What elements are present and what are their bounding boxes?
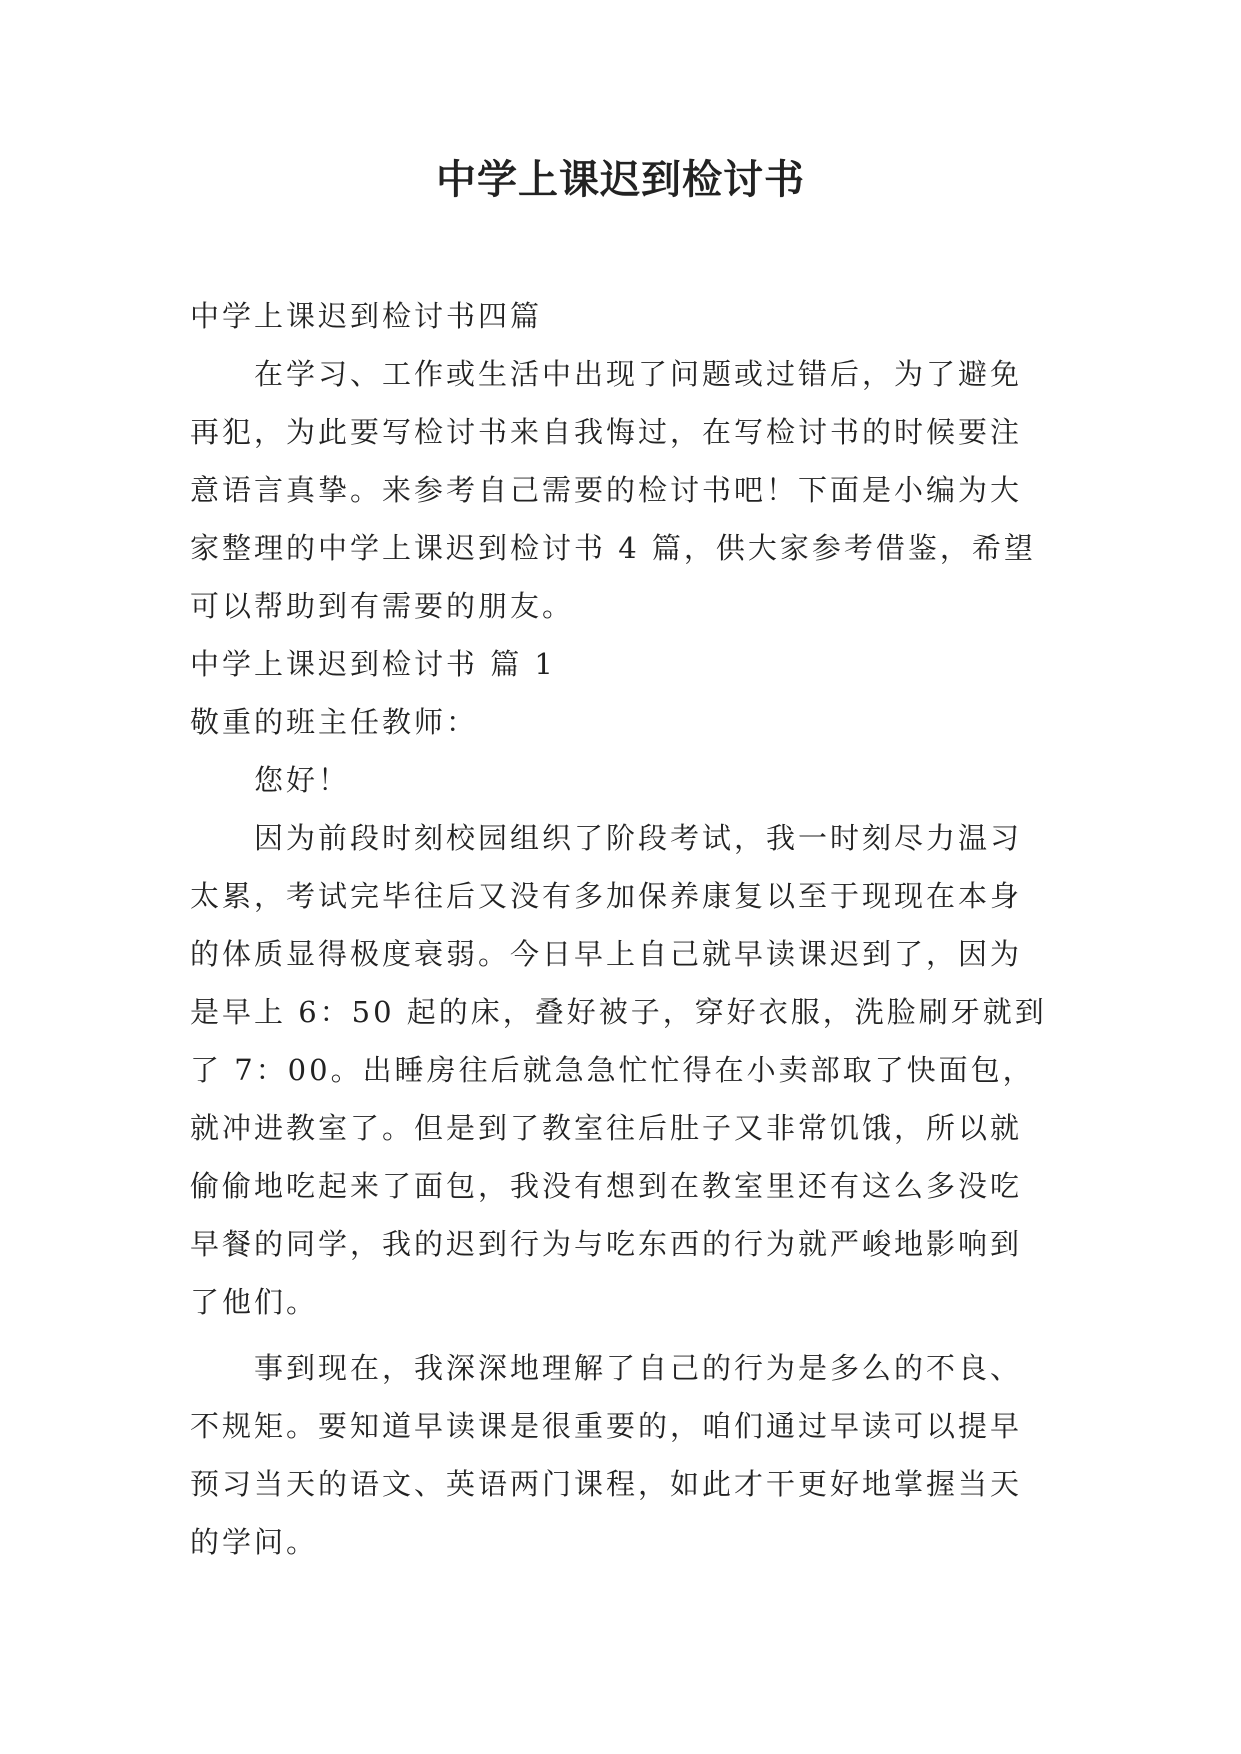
paragraph-1-line-3: 的体质显得极度衰弱。今日早上自己就早读课迟到了，因为	[190, 937, 1023, 971]
paragraph-1-line-7: 偷偷地吃起来了面包，我没有想到在教室里还有这么多没吃	[190, 1169, 1023, 1203]
intro-line-5: 可以帮助到有需要的朋友。	[190, 589, 575, 623]
salutation-line: 敬重的班主任教师：	[190, 705, 479, 739]
intro-line-3: 意语言真挚。来参考自己需要的检讨书吧！下面是小编为大	[190, 473, 1023, 507]
intro-line-2: 再犯，为此要写检讨书来自我悔过，在写检讨书的时候要注	[190, 415, 1023, 449]
intro-line-1: 在学习、工作或生活中出现了问题或过错后，为了避免	[254, 357, 1023, 391]
document-body	[190, 287, 1070, 1571]
paragraph-2-line-2: 不规矩。要知道早读课是很重要的，咱们通过早读可以提早	[190, 1409, 1023, 1443]
paragraph-2-line-1: 事到现在，我深深地理解了自己的行为是多么的不良、	[254, 1351, 1023, 1385]
paragraph-1-line-2: 太累，考试完毕往后又没有多加保养康复以至于现现在本身	[190, 879, 1023, 913]
subtitle-line: 中学上课迟到检讨书四篇	[190, 299, 543, 333]
document-title: 中学上课迟到检讨书	[436, 156, 805, 203]
paragraph-1-line-4: 是早上 6：50 起的床，叠好被子，穿好衣服，洗脸刷牙就到	[190, 995, 1047, 1029]
paragraph-1-line-6: 就冲进教室了。但是到了教室往后肚子又非常饥饿，所以就	[190, 1111, 1023, 1145]
greeting-line: 您好！	[254, 763, 351, 797]
paragraph-2-line-4: 的学问。	[190, 1525, 319, 1559]
paragraph-1-line-1: 因为前段时刻校园组织了阶段考试，我一时刻尽力温习	[254, 821, 1023, 855]
section-heading: 中学上课迟到检讨书 篇 1	[190, 647, 556, 681]
paragraph-2-line-3: 预习当天的语文、英语两门课程，如此才干更好地掌握当天	[190, 1467, 1023, 1501]
paragraph-1-line-9: 了他们。	[190, 1285, 319, 1319]
paragraph-1-line-8: 早餐的同学，我的迟到行为与吃东西的行为就严峻地影响到	[190, 1227, 1023, 1261]
intro-line-4: 家整理的中学上课迟到检讨书 4 篇，供大家参考借鉴，希望	[190, 531, 1036, 565]
paragraph-1-line-5: 了 7：00。出睡房往后就急急忙忙得在小卖部取了快面包，	[190, 1053, 1035, 1087]
